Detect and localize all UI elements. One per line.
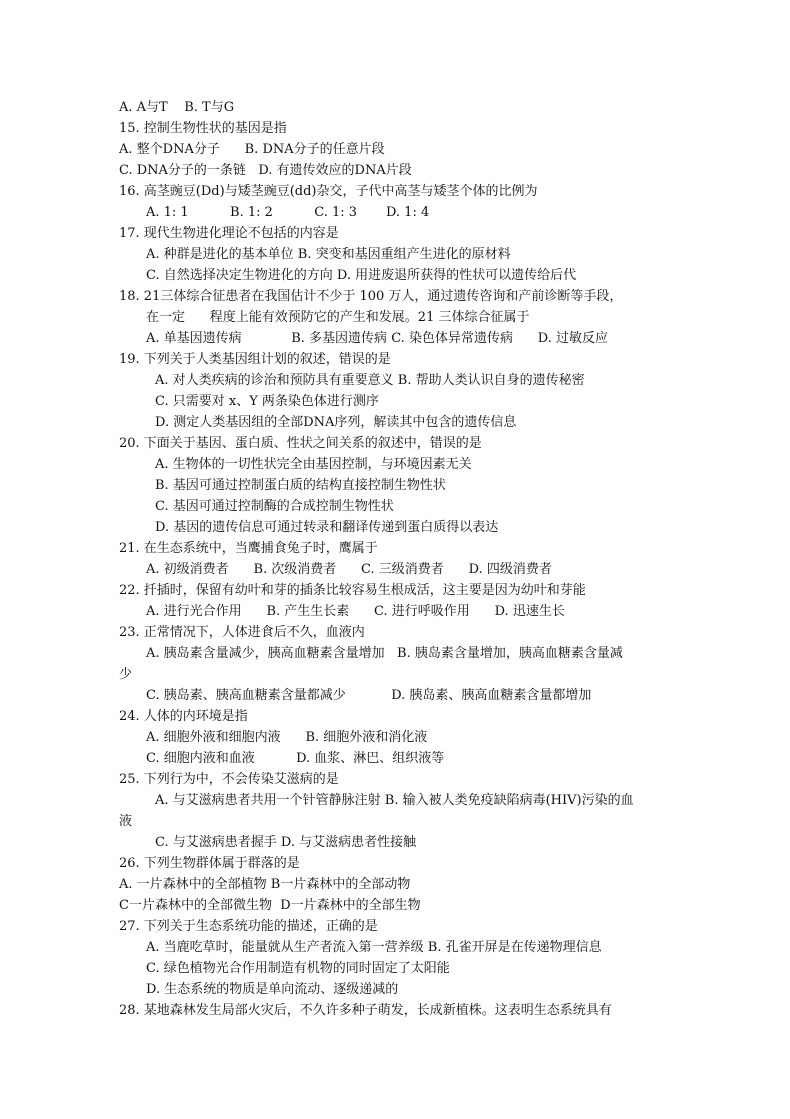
option-line: A. 胰岛素含量减少，胰高血糖素含量增加 B. 胰岛素含量增加，胰高血糖素含量减 [146, 646, 623, 661]
question-18: 18. 21三体综合征患者在我国估计不少于 100 万人，通过遗传咨询和产前诊断等手段， [119, 289, 623, 304]
option-line: A. 与艾滋病患者共用一个针管静脉注射 B. 输入被人类免疫缺陷病毒(HIV)污染的血 [155, 793, 634, 808]
question-25: 25. 下列行为中，不会传染艾滋病的是 [119, 772, 339, 787]
option-line: A. 当鹿吃草时，能量就从生产者流入第一营养级 B. 孔雀开屏是在传递物理信息 [146, 940, 602, 955]
question-18-continued: 在一定 程度上能有效预防它的产生和发展。21 三体综合征属于 [146, 310, 530, 325]
option-line-wrap: 液 [119, 814, 133, 829]
question-27: 27. 下列关于生态系统功能的描述，正确的是 [119, 919, 378, 934]
option-line: D. 基因的遗传信息可通过转录和翻译传递到蛋白质得以表达 [155, 520, 499, 535]
option-line-wrap: 少 [119, 667, 133, 682]
option-line: B. 基因可通过控制蛋白质的结构直接控制生物性状 [155, 478, 446, 493]
question-28: 28. 某地森林发生局部火灾后，不久许多种子萌发，长成新植株。这表明生态系统具有 [119, 1003, 612, 1018]
question-17: 17. 现代生物进化理论不包括的内容是 [119, 226, 339, 241]
option-line: C. 只需要对 x、Y 两条染色体进行测序 [155, 394, 379, 409]
option-line: C. 绿色植物光合作用制造有机物的同时固定了太阳能 [146, 961, 450, 976]
option-line: A. 进行光合作用 B. 产生生长素 C. 进行呼吸作用 D. 迅速生长 [146, 604, 565, 619]
option-line: D. 测定人类基因组的全部DNA序列，解读其中包含的遗传信息 [155, 415, 517, 430]
option-line: C一片森林中的全部微生物 D一片森林中的全部生物 [119, 898, 421, 913]
question-24: 24. 人体的内环境是指 [119, 709, 248, 724]
question-23: 23. 正常情况下，人体进食后不久，血液内 [119, 625, 365, 640]
option-line: A. 初级消费者 B. 次级消费者 C. 三级消费者 D. 四级消费者 [146, 562, 552, 577]
option-line: C. 与艾滋病患者握手 D. 与艾滋病患者性接触 [155, 835, 417, 850]
option-line: C. 基因可通过控制酶的合成控制生物性状 [155, 499, 394, 514]
option-line: C. DNA分子的一条链 D. 有遗传效应的DNA片段 [119, 163, 412, 178]
option-line: C. 细胞内液和血液 D. 血浆、淋巴、组织液等 [146, 751, 445, 766]
option-line: A. 细胞外液和细胞内液 B. 细胞外液和消化液 [146, 730, 428, 745]
option-line: A. 种群是进化的基本单位 B. 突变和基因重组产生进化的原材料 [146, 247, 511, 262]
option-line: A. 一片森林中的全部植物 B一片森林中的全部动物 [119, 877, 411, 892]
option-line: A. 单基因遗传病 B. 多基因遗传病 C. 染色体异常遗传病 D. 过敏反应 [146, 331, 608, 346]
option-line: A. 生物体的一切性状完全由基因控制，与环境因素无关 [155, 457, 472, 472]
question-26: 26. 下列生物群体属于群落的是 [119, 856, 300, 871]
option-line: A. A与T B. T与G [119, 100, 235, 115]
option-line: A. 整个DNA分子 B. DNA分子的任意片段 [119, 142, 385, 157]
question-19: 19. 下列关于人类基因组计划的叙述，错误的是 [119, 352, 391, 367]
question-15: 15. 控制生物性状的基因是指 [119, 121, 287, 136]
question-16: 16. 高茎豌豆(Dd)与矮茎豌豆(dd)杂交，子代中高茎与矮茎个体的比例为 [119, 184, 538, 199]
question-22: 22. 扦插时，保留有幼叶和芽的插条比较容易生根成活，这主要是因为幼叶和芽能 [119, 583, 586, 598]
option-line: C. 自然选择决定生物进化的方向 D. 用进废退所获得的性状可以遗传给后代 [146, 268, 577, 283]
option-line: C. 胰岛素、胰高血糖素含量都减少 D. 胰岛素、胰高血糖素含量都增加 [146, 688, 592, 703]
question-21: 21. 在生态系统中，当鹰捕食兔子时，鹰属于 [119, 541, 378, 556]
option-line: D. 生态系统的物质是单向流动、逐级递减的 [146, 982, 399, 997]
option-line: A. 对人类疾病的诊治和预防具有重要意义 B. 帮助人类认识自身的遗传秘密 [155, 373, 585, 388]
question-20: 20. 下面关于基因、蛋白质、性状之间关系的叙述中，错误的是 [119, 436, 482, 451]
option-line: A. 1: 1 B. 1: 2 C. 1: 3 D. 1: 4 [146, 205, 430, 220]
